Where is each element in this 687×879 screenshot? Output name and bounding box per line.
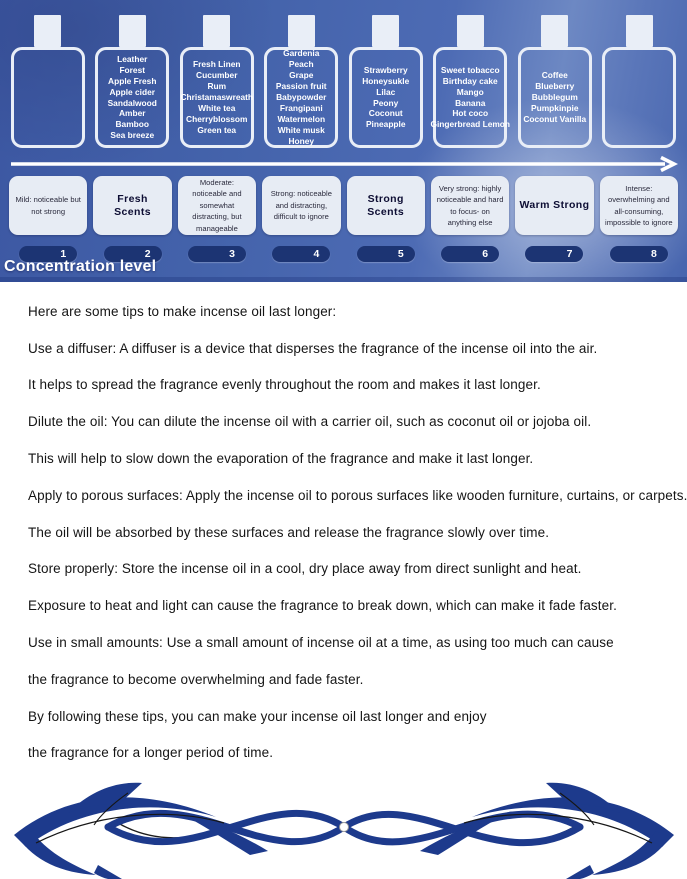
right-arrow-icon [9, 156, 678, 172]
scent-item: Apple Fresh [108, 75, 157, 86]
bottle-cap-icon [203, 15, 230, 47]
bottle-scent-list [264, 47, 338, 148]
tribal-flourish-graphic [10, 777, 678, 879]
scent-item: Coffee [541, 70, 568, 81]
level-box-7 [515, 176, 593, 235]
bottle-scent-list [349, 47, 423, 148]
scent-item: Pumpkinpie [531, 102, 579, 113]
scent-item: Honeysukle [362, 75, 410, 86]
bottle-3 [178, 15, 256, 148]
bottle-4 [263, 15, 341, 148]
level-box-3 [178, 176, 256, 235]
level-number-pill-8 [610, 246, 668, 262]
tip-line: Exposure to heat and light can cause the fragrance to break down, which can make it fade faster. [28, 598, 617, 614]
bottle-5 [347, 15, 425, 148]
bottle-scent-list [602, 47, 676, 148]
level-label: Very strong: highly noticeable and hard to focus- on anything else [436, 183, 504, 227]
scent-item: Sea breeze [110, 130, 155, 141]
tip-line: By following these tips, you can make your incense oil last longer and enjoy [28, 708, 487, 724]
scale-axis [9, 156, 678, 172]
level-box-2 [93, 176, 171, 235]
scent-item: Birthday cake [442, 75, 498, 86]
scent-item: Lilac [376, 86, 396, 97]
bottle-8 [601, 15, 679, 148]
level-descriptions-row [0, 172, 687, 235]
tip-line: Apply to porous surfaces: Apply the incense oil to porous surfaces like wooden furniture, curtains, or carpets. [28, 487, 687, 503]
scent-item: Forest [119, 64, 146, 75]
scent-item: Coconut [368, 108, 403, 119]
tip-line: The oil will be absorbed by these surfaces and release the fragrance slowly over time. [28, 524, 550, 540]
bottle-2 [94, 15, 172, 148]
bottle-cap-icon [34, 15, 61, 47]
tip-line: It helps to spread the fragrance evenly throughout the room and makes it last longer. [28, 377, 541, 393]
scent-item: White tea [198, 102, 236, 113]
level-number-pill-6 [441, 246, 499, 262]
scent-item: Cucumber [196, 70, 238, 81]
scent-item: Banana [455, 97, 486, 108]
bottle-cap-icon [288, 15, 315, 47]
tip-line: Dilute the oil: You can dilute the incense oil with a carrier oil, such as coconut oil or jojoba oil. [28, 414, 592, 430]
scent-item: Pineapple [365, 119, 406, 130]
scent-item: Rum [207, 81, 227, 92]
scent-item: Mango [456, 86, 484, 97]
level-number-pill-7 [525, 246, 583, 262]
bottle-scent-list [180, 47, 254, 148]
scent-item: Gardenia [283, 48, 320, 59]
scent-item: Bubblegum [531, 92, 578, 103]
scent-item: Coconut Vanilla [523, 113, 587, 124]
tips-text-block [0, 282, 687, 771]
level-label: Moderate: noticeable and somewhat distracting, but manageable [192, 178, 242, 233]
bottle-cap-icon [626, 15, 653, 47]
scent-item: Peony [373, 97, 399, 108]
bottle-cap-icon [119, 15, 146, 47]
bottle-scent-list [95, 47, 169, 148]
scent-item: Apple cider [109, 86, 156, 97]
level-number: 8 [650, 248, 657, 260]
level-number: 6 [482, 248, 489, 260]
level-number: 2 [144, 248, 151, 260]
level-label: Mild: noticeable but not strong [15, 195, 81, 216]
scent-item: Green tea [197, 124, 237, 135]
level-number-pill-4 [272, 246, 330, 262]
tip-line: the fragrance for a longer period of time. [28, 745, 274, 761]
scent-item: Sandalwood [107, 97, 157, 108]
tip-line: the fragrance to become overwhelming and fade faster. [28, 671, 364, 687]
level-box-5 [347, 176, 425, 235]
level-number: 7 [566, 248, 573, 260]
scent-item: White musk [277, 124, 325, 135]
tip-line: Use a diffuser: A diffuser is a device that disperses the fragrance of the incense oil into the air. [28, 340, 598, 356]
scent-item: Amber [118, 108, 146, 119]
bottle-7 [516, 15, 594, 148]
scent-item: Honey [288, 135, 315, 146]
bottle-scent-list [518, 47, 592, 148]
level-number-pill-5 [357, 246, 415, 262]
level-box-6 [431, 176, 509, 235]
level-number: 5 [397, 248, 404, 260]
tip-line: Use in small amounts: Use a small amount of incense oil at a time, as using too much can cause [28, 635, 614, 651]
level-box-4 [262, 176, 340, 235]
level-number-pill-3 [188, 246, 246, 262]
bottle-1 [9, 15, 87, 148]
level-label: Strong Scents [367, 192, 405, 218]
scent-item: Gingerbread Lemon [430, 119, 511, 130]
bottle-cap-icon [372, 15, 399, 47]
bottle-scent-list [11, 47, 85, 148]
scent-item: Bamboo [115, 119, 149, 130]
bottle-6 [432, 15, 510, 148]
scent-item: Sweet tobacco [440, 64, 500, 75]
level-number: 1 [60, 248, 67, 260]
level-label: Fresh Scents [114, 192, 151, 218]
level-box-1 [9, 176, 87, 235]
scent-item: Blueberry [535, 81, 575, 92]
scent-item: Peach [288, 59, 314, 70]
level-label: Strong: noticeable and distracting, difficult to ignore [270, 189, 332, 222]
bottle-cap-icon [457, 15, 484, 47]
tip-line: This will help to slow down the evaporation of the fragrance and make it last longer. [28, 451, 534, 467]
scent-item: Passion fruit [275, 81, 327, 92]
bottle-cap-icon [541, 15, 568, 47]
concentration-level-label: Concentration level [4, 258, 157, 275]
concentration-scale-panel [0, 0, 687, 282]
level-label: Warm Strong [519, 199, 590, 212]
scent-item: Christamaswreath [180, 92, 254, 103]
scent-item: Frangipani [279, 102, 323, 113]
scent-item: Fresh Linen [193, 59, 241, 70]
level-label: Intense: overwhelming and all-consuming, impossible to ignore [605, 183, 673, 227]
level-number: 4 [313, 248, 320, 260]
level-box-8 [600, 176, 678, 235]
scent-item: Leather [117, 53, 148, 64]
scent-item: Babypowder [276, 92, 327, 103]
bottle-scent-list [430, 47, 511, 148]
tip-line: Here are some tips to make incense oil last longer: [28, 303, 337, 319]
scent-item: Grape [289, 70, 314, 81]
tip-line: Store properly: Store the incense oil in a cool, dry place away from direct sunlight and heat. [28, 561, 582, 577]
scent-item: Watermelon [277, 113, 326, 124]
level-number: 3 [229, 248, 235, 260]
scent-item: Strawberry [363, 64, 408, 75]
bottles-row [0, 0, 687, 148]
scent-item: Cherryblossom [186, 113, 248, 124]
scent-item: Hot coco [452, 108, 489, 119]
